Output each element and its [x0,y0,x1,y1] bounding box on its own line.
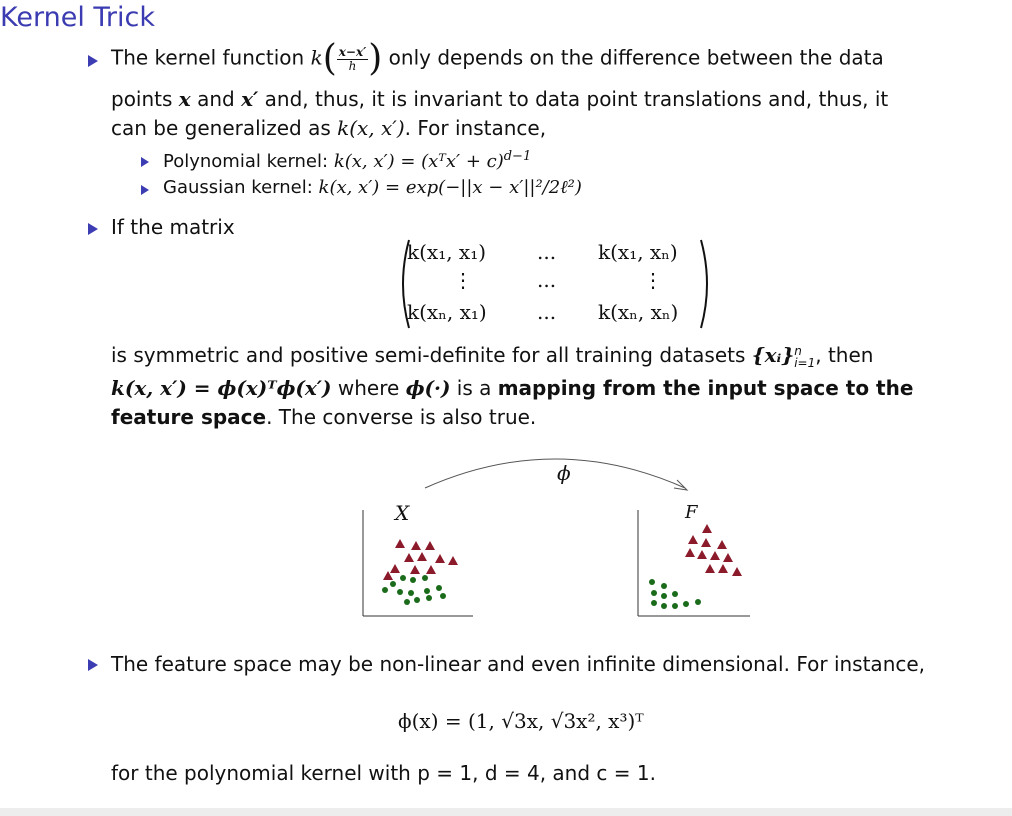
bullet-2-line-2 [111,343,873,369]
class-b-point [683,601,689,607]
class-b-point [414,597,420,603]
mapping-diagram [355,440,780,634]
b1-paren-open: ( [322,38,337,79]
slide-title: Kernel Trick [0,2,156,33]
b2-phi: ϕ(·) [405,376,451,400]
class-a-point [390,564,400,573]
class-a-point [417,552,427,561]
b1-frac-den: h [348,58,357,73]
class-b-point [424,588,430,594]
b1-line3-a: can be generalized as [111,116,331,140]
b2-line2-bold: mapping from the input space to the [497,376,914,400]
bullet-3-line-2: for the polynomial kernel with p = 1, d = 4, and c = 1. [111,761,656,785]
class-a-point [701,538,711,547]
b2-line3-rest: . The converse is also true. [266,405,537,429]
b1-line2-b: and, thus, it is invariant to data point translations and, thus, it [264,87,889,111]
class-a-point [425,541,435,550]
b2-set: {xᵢ} [751,343,795,367]
class-b-point [410,577,416,583]
class-b-point [672,591,678,597]
phi-label: ϕ [557,461,571,485]
left-class-a [383,539,458,580]
class-a-point [723,553,733,562]
bullet-1-line-3 [111,116,546,140]
bullet-3-line-1: The feature space may be non-linear and even infinite dimensional. For instance, [111,652,926,676]
poly-exp: d−1 [503,149,532,164]
sub-bullet-marker [141,185,149,195]
poly-kernel-line [163,149,531,172]
bullet-marker [88,659,98,671]
b1-post: only depends on the difference between the data [388,45,884,70]
b1-frac-num: x−x′ [338,44,367,59]
sub-bullet-marker [141,157,149,167]
b1-paren-close: ) [368,38,383,79]
matrix-cell-11: k(x₁, x₁) [407,240,487,264]
class-a-point [685,548,695,557]
bullet-1-line-2 [111,87,888,111]
b1-and: and [197,87,235,111]
mapping-arrow [425,459,685,488]
matrix-cell-23: ⋮ [643,268,663,292]
class-b-point [436,585,442,591]
class-a-point [435,554,445,563]
class-b-point [408,590,414,596]
class-b-point [661,583,667,589]
class-b-point [422,575,428,581]
b2-sup: n [794,343,802,358]
bullet-marker [88,223,98,235]
matrix-cell-13: k(x₁, xₙ) [598,240,678,264]
bullet-3-formula: ϕ(x) = (1, √3x, √3x², x³)ᵀ [398,709,644,733]
bullet-2-line-4 [111,405,536,429]
matrix-cell-22: ... [537,268,557,292]
right-class-b [649,579,701,609]
class-b-point [672,603,678,609]
class-b-point [651,590,657,596]
b1-line2-a: points [111,87,173,111]
class-a-point [705,564,715,573]
class-a-point [717,540,727,549]
right-axis-label: F [685,502,698,523]
b1-fraction [337,46,369,73]
class-a-point [710,551,720,560]
b2-line1-a: is symmetric and positive semi-definite for all training datasets [111,343,746,367]
class-a-point [732,567,742,576]
b1-xp: x′ [241,87,259,111]
b1-k: k [310,45,323,70]
mapping-arrowhead [674,480,687,490]
class-b-point [426,595,432,601]
class-a-point [410,565,420,574]
class-a-point [697,550,707,559]
b2-limits [794,345,815,369]
class-b-point [661,593,667,599]
class-b-point [649,579,655,585]
class-a-point [426,565,436,574]
matrix-cell-12: ... [537,240,557,264]
b2-line2-b: is a [456,376,492,400]
matrix-cell-31: k(xₙ, x₁) [407,300,487,324]
feature-mapping-figure [355,440,780,634]
poly-expr: k(x, x′) = (xᵀx′ + c) [333,151,504,172]
class-a-point [718,564,728,573]
left-axis-label: X [395,501,410,525]
class-b-point [397,589,403,595]
class-b-point [390,581,396,587]
right-class-a [685,524,742,576]
class-b-point [400,575,406,581]
b1-x: x [178,87,191,111]
matrix-cell-21: ⋮ [453,268,473,292]
gauss-label: Gaussian kernel: [163,177,313,198]
class-a-point [702,524,712,533]
class-b-point [695,599,701,605]
class-b-point [382,587,388,593]
class-b-point [404,599,410,605]
class-b-point [440,593,446,599]
gauss-expr: k(x, x′) = exp(−||x − x′||²/2ℓ²) [318,177,582,198]
matrix-cell-32: ... [537,300,557,324]
b2-line3-bold: feature space [111,405,267,429]
class-a-point [448,556,458,565]
b2-line2-a: where [337,376,400,400]
b2-sub: i=1 [794,355,816,370]
class-a-point [404,553,414,562]
matrix-cell-33: k(xₙ, xₙ) [598,300,679,324]
b1-line3-math: k(x, x′) [337,116,405,140]
b2-line1-b: , then [815,343,874,367]
bullet-2-line-3 [111,376,913,400]
b1-line3-b: . For instance, [404,116,547,140]
footer-bar [0,808,1012,816]
class-a-point [688,535,698,544]
class-b-point [651,600,657,606]
bullet-2-line-1: If the matrix [111,215,235,239]
class-b-point [661,603,667,609]
b2-line2-math: k(x, x′) = ϕ(x)ᵀϕ(x′) [111,376,332,400]
poly-label: Polynomial kernel: [163,151,329,172]
class-a-point [411,541,421,550]
kernel-matrix [395,238,715,330]
class-a-point [395,539,405,548]
bullet-1-line-1 [111,38,884,80]
bullet-marker [88,55,98,67]
gauss-kernel-line [163,177,582,198]
b1-pre: The kernel function [111,45,305,70]
